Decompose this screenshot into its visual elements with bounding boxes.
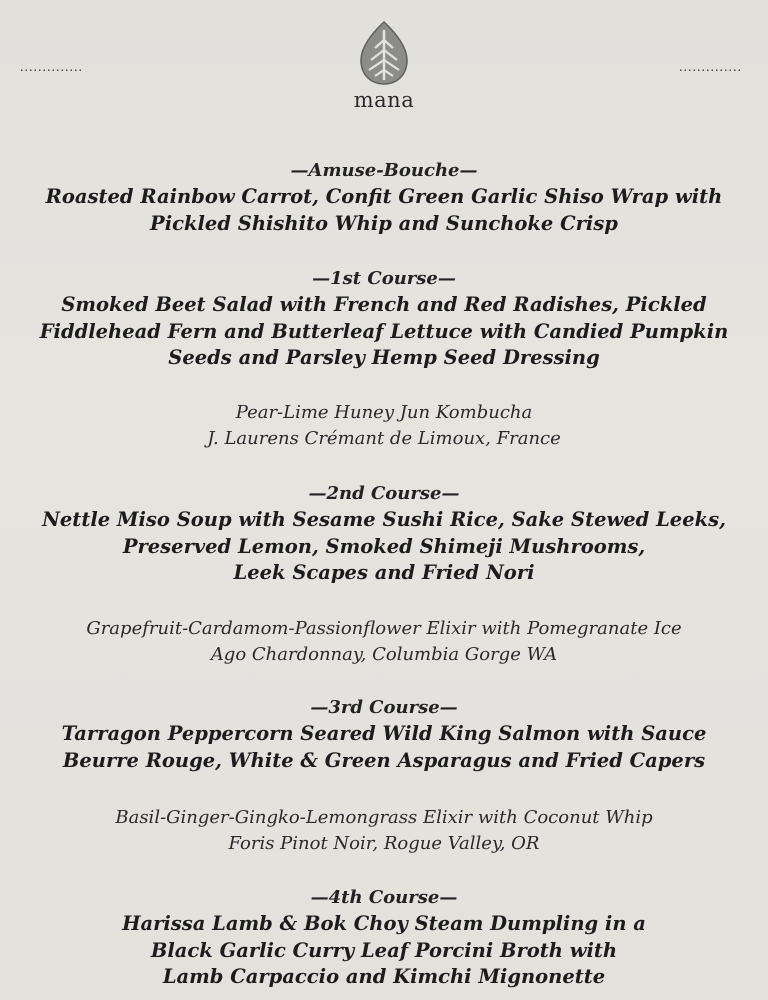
course-2nd [0, 481, 768, 587]
pairing-line: Grapefruit-Cardamom-Passionflower Elixir with Pomegranate Ice [86, 618, 682, 639]
pairings-1st [0, 400, 768, 452]
pairings-2nd [0, 616, 768, 668]
dish-description [0, 721, 768, 774]
course-heading: —2nd Course— [308, 483, 460, 504]
dish-description [0, 911, 768, 991]
dish-line: Seeds and Parsley Hemp Seed Dressing [168, 346, 600, 369]
pairing-line: Foris Pinot Noir, Rogue Valley, OR [228, 833, 540, 854]
course-amuse-bouche [0, 158, 768, 237]
dish-description [0, 184, 768, 237]
dish-line: Lamb Carpaccio and Kimchi Mignonette [162, 965, 606, 988]
dish-line: Beurre Rouge, White & Green Asparagus and Fried Capers [62, 748, 706, 772]
dish-line: Harissa Lamb & Bok Choy Steam Dumpling in a [122, 912, 646, 935]
dish-line: Tarragon Peppercorn Seared Wild King Salmon with Sauce [61, 722, 707, 745]
decorative-dots-right: .............. [679, 60, 742, 75]
course-heading: —1st Course— [312, 268, 456, 289]
menu-header [0, 20, 768, 112]
pairing-line: Ago Chardonnay, Columbia Gorge WA [210, 644, 558, 665]
decorative-dots-left: .............. [20, 60, 83, 75]
dish-line: Leek Scapes and Fried Nori [233, 561, 535, 584]
pairing-line: Basil-Ginger-Gingko-Lemongrass Elixir with Coconut Whip [115, 807, 653, 828]
tree-leaf-icon [357, 20, 411, 86]
dish-description [0, 507, 768, 587]
pairing-line: J. Laurens Crémant de Limoux, France [207, 428, 561, 449]
course-3rd [0, 695, 768, 774]
dish-line: Fiddlehead Fern and Butterleaf Lettuce with Candied Pumpkin [39, 319, 729, 343]
dish-line: Black Garlic Curry Leaf Porcini Broth with [150, 938, 618, 962]
course-1st [0, 266, 768, 372]
dish-line: Preserved Lemon, Smoked Shimeji Mushrooms, [122, 534, 646, 558]
course-4th [0, 885, 768, 991]
course-heading: —3rd Course— [310, 697, 458, 718]
course-heading: —Amuse-Bouche— [290, 160, 478, 181]
dish-line: Roasted Rainbow Carrot, Confit Green Garlic Shiso Wrap with [45, 185, 723, 208]
dish-line: Smoked Beet Salad with French and Red Radishes, Pickled [61, 293, 707, 316]
course-heading: —4th Course— [310, 887, 458, 908]
dish-line: Nettle Miso Soup with Sesame Sushi Rice, Sake Stewed Leeks, [42, 508, 726, 531]
dish-description [0, 292, 768, 372]
brand-name: mana [353, 88, 415, 112]
dish-line: Pickled Shishito Whip and Sunchoke Crisp [150, 211, 618, 235]
pairing-line: Pear-Lime Huney Jun Kombucha [235, 402, 533, 423]
pairings-3rd [0, 805, 768, 857]
